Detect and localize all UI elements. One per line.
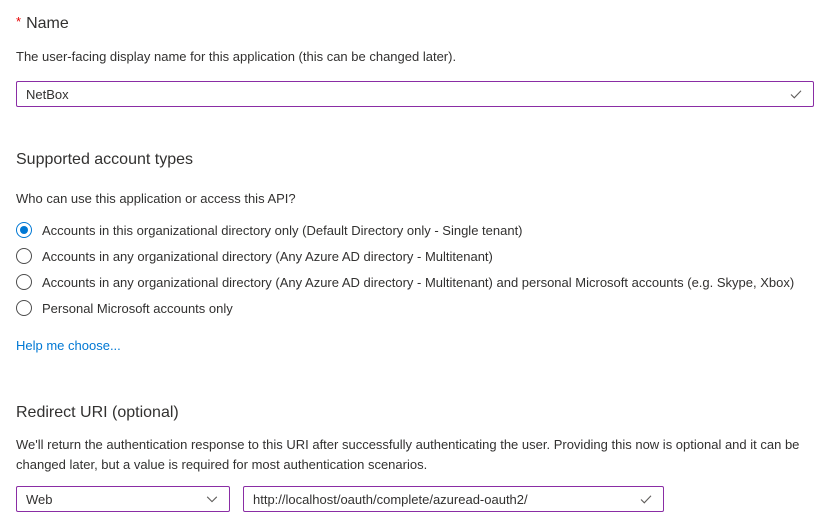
name-label: Name: [26, 15, 69, 32]
redirect-uri-controls: [16, 486, 814, 512]
required-asterisk: *: [16, 14, 22, 29]
chevron-down-icon: [204, 491, 220, 507]
name-input[interactable]: [26, 87, 788, 102]
radio-unselected-icon[interactable]: [16, 300, 32, 316]
radio-option-label: Accounts in any organizational directory (Any Azure AD directory - Multitenant) and personal Microsoft accounts (e.g. Skype, Xbox): [42, 274, 795, 290]
account-types-radio-group: [16, 217, 814, 321]
radio-unselected-icon[interactable]: [16, 248, 32, 264]
platform-select[interactable]: [16, 486, 230, 512]
radio-option-label: Accounts in this organizational directory only (Default Directory only - Single tenant): [42, 222, 523, 238]
radio-selected-icon[interactable]: [16, 222, 32, 238]
radio-option-single-tenant[interactable]: [16, 217, 814, 243]
check-icon: [638, 491, 654, 507]
help-me-choose-link[interactable]: Help me choose...: [16, 338, 121, 353]
redirect-uri-input-container: [243, 486, 664, 512]
radio-unselected-icon[interactable]: [16, 274, 32, 290]
name-input-container: [16, 81, 814, 107]
account-types-question: Who can use this application or access this API?: [16, 191, 296, 206]
radio-option-personal-only[interactable]: [16, 295, 814, 321]
check-icon: [788, 86, 804, 102]
name-label-row: [16, 12, 814, 34]
radio-option-multitenant-personal[interactable]: [16, 269, 814, 295]
radio-option-label: Personal Microsoft accounts only: [42, 300, 233, 316]
supported-account-types-heading: Supported account types: [16, 151, 194, 168]
redirect-uri-input[interactable]: [253, 492, 638, 507]
platform-select-value: Web: [26, 491, 53, 507]
redirect-uri-heading: Redirect URI (optional): [16, 404, 179, 421]
radio-option-multitenant[interactable]: [16, 243, 814, 269]
name-description: The user-facing display name for this application (this can be changed later).: [16, 49, 457, 64]
redirect-uri-description: We'll return the authentication response to this URI after successfully authenticating the user. Providing this now is optional and it can be changed later, but a value is required for most authentication scenarios.: [16, 437, 800, 472]
radio-option-label: Accounts in any organizational directory (Any Azure AD directory - Multitenant): [42, 248, 493, 264]
